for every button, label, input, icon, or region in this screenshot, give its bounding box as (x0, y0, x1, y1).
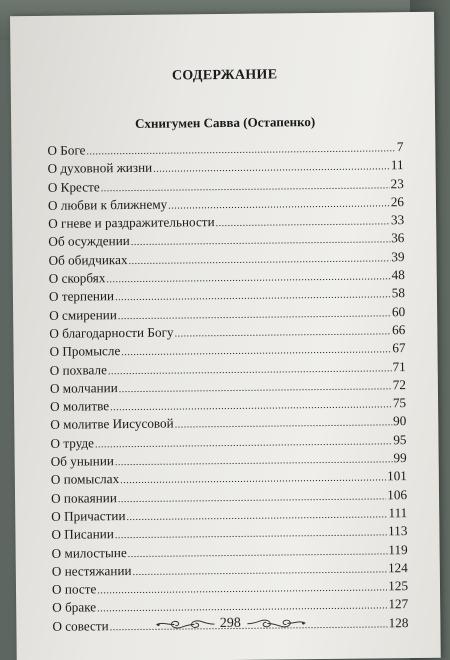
toc-entry (50, 376, 406, 398)
toc-entry (47, 138, 403, 160)
page-number: 298 (219, 615, 241, 632)
toc-leader-dots (216, 213, 391, 233)
toc-entry-title: О труде (50, 435, 95, 451)
toc-entry-title: О Кресте (47, 178, 100, 195)
toc-entry-page: 33 (390, 212, 405, 228)
toc-entry-page: 67 (392, 340, 406, 356)
toc-entry-title: О Боге (47, 142, 86, 158)
page-heading: СОДЕРЖАНИЕ (171, 67, 278, 84)
toc-entry (50, 358, 406, 380)
toc-entry (49, 303, 405, 325)
toc-entry-title: О Писании (51, 526, 114, 543)
toc-entry (52, 541, 408, 563)
toc-entry-title: О терпении (48, 288, 115, 305)
book-page (10, 12, 441, 660)
right-ornament-icon (245, 616, 307, 631)
toc-entry (50, 413, 406, 435)
toc-entry-page: 60 (391, 303, 406, 319)
toc-entry-page: 58 (391, 285, 406, 301)
toc-entry (50, 431, 406, 453)
toc-entry-page: 127 (388, 596, 409, 612)
toc-entry (49, 321, 405, 343)
toc-entry (52, 559, 408, 581)
toc-entry (48, 230, 404, 252)
toc-entry (48, 175, 404, 197)
toc-leader-dots (175, 415, 393, 436)
toc-entry-page: 128 (388, 614, 409, 631)
toc-entry-page: 113 (388, 523, 408, 539)
toc-entry-page: 36 (391, 230, 405, 246)
toc-entry (49, 266, 405, 288)
page-content (46, 12, 409, 660)
toc-entry-title: О духовной жизни (47, 160, 153, 177)
toc-entry-page: 71 (392, 358, 406, 374)
toc-entry-title: Об унынии (50, 453, 114, 469)
toc-entry-page: 125 (388, 578, 409, 594)
toc-leader-dots (174, 323, 391, 344)
toc-entry (48, 156, 404, 178)
toc-entry-page: 48 (391, 267, 405, 283)
toc-entry-page: 95 (393, 431, 407, 447)
toc-entry-page: 119 (388, 541, 408, 557)
toc-leader-dots (153, 159, 390, 180)
toc-entry-page: 39 (391, 248, 405, 265)
toc-entry-title: О Промысле (49, 343, 121, 360)
toc-entry-page: 75 (392, 395, 407, 411)
toc-entry-title: О милостыне (51, 544, 127, 561)
toc-entry-page: 99 (393, 450, 407, 466)
toc-entry-page: 124 (387, 559, 408, 576)
toc-entry-title: О молчании (49, 379, 118, 396)
toc-entry-page: 26 (390, 193, 405, 210)
toc-entry-title: О скорбях (48, 270, 106, 286)
table-of-contents (47, 138, 408, 636)
toc-entry (49, 339, 405, 361)
toc-entry-title: О совести (52, 617, 109, 634)
toc-entry-page: 11 (390, 157, 404, 173)
toc-entry (49, 284, 405, 306)
toc-entry-title: О смирении (49, 306, 117, 323)
toc-entry-page: 111 (388, 505, 408, 521)
toc-entry-title: О благодарности Богу (49, 324, 174, 341)
toc-entry (48, 211, 404, 233)
toc-entry (50, 394, 406, 416)
author-heading: Схнигумен Савва (Остапенко) (134, 114, 316, 131)
toc-entry-page: 106 (387, 486, 408, 502)
toc-entry-page: 101 (386, 468, 407, 484)
toc-entry-title: О Причастии (51, 507, 126, 524)
toc-entry-title: Об обидчиках (48, 251, 128, 268)
toc-entry (48, 193, 404, 215)
toc-entry-title: О любви к ближнему (47, 196, 168, 213)
toc-entry (51, 449, 407, 471)
toc-entry-title: О гневе и раздражительности (48, 214, 215, 232)
toc-entry-page: 72 (392, 376, 406, 393)
toc-entry (48, 248, 404, 270)
toc-entry (51, 467, 407, 489)
toc-entry-title: Об осуждении (48, 233, 130, 250)
toc-entry-title: О молитве (50, 398, 110, 414)
toc-entry-title: О посте (51, 581, 97, 597)
toc-entry-title: О помыслах (50, 471, 120, 488)
toc-entry (51, 522, 407, 544)
toc-entry-title: О браке (52, 599, 97, 616)
toc-entry-title: О нестяжании (51, 562, 132, 579)
toc-entry (51, 486, 407, 508)
toc-entry-title: О похвале (49, 361, 107, 378)
left-ornament-icon (154, 617, 216, 632)
toc-entry-page: 66 (392, 322, 406, 338)
toc-entry-title: О молитве Иисусовой (50, 415, 174, 433)
toc-entry-page: 23 (390, 175, 404, 191)
toc-entry-page: 90 (393, 413, 407, 429)
toc-entry (51, 504, 407, 526)
toc-entry-title: О покаянии (50, 489, 117, 506)
toc-entry (52, 577, 408, 599)
toc-entry-page: 7 (396, 139, 404, 155)
